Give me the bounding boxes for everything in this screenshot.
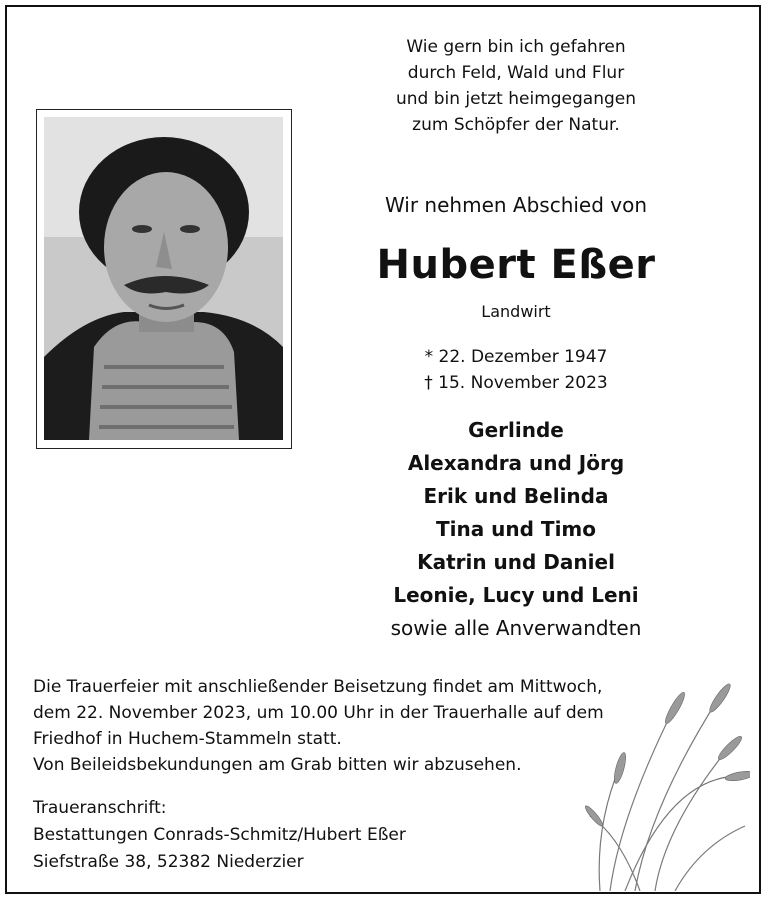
relatives-line: sowie alle Anverwandten [390,616,642,640]
mourner: Katrin und Daniel [417,550,615,574]
poem-line: zum Schöpfer der Natur. [412,115,620,135]
wheat-illustration [580,676,750,891]
ceremony-line: dem 22. November 2023, um 10.00 Uhr in der Trauerhalle auf dem [33,703,604,723]
portrait-illustration [44,117,283,440]
ceremony-line: Die Trauerfeier mit anschließender Beisetzung findet am Mittwoch, [33,677,603,697]
portrait-frame [36,109,292,449]
address-label: Traueranschrift: [33,798,167,818]
mourner: Alexandra und Jörg [407,451,625,475]
address-line: Bestattungen Conrads-Schmitz/Hubert Eßer [33,825,406,845]
ceremony-line: Friedhof in Huchem-Stammeln statt. [33,729,342,749]
life-dates [300,344,732,396]
birth-date: * 22. Dezember 1947 [424,347,608,367]
ceremony-info [33,674,604,778]
ceremony-line: Von Beileidsbekundungen am Grab bitten wir abzusehen. [33,755,522,775]
intro-text: Wir nehmen Abschied von [384,193,648,217]
mourner: Gerlinde [468,418,564,442]
poem-line: Wie gern bin ich gefahren [406,37,626,57]
address-line: Siefstraße 38, 52382 Niederzier [33,852,304,872]
poem [300,34,732,138]
portrait-photo [44,117,283,440]
death-date: † 15. November 2023 [424,373,608,393]
mourner: Tina und Timo [435,517,597,541]
poem-line: und bin jetzt heimgegangen [395,89,637,109]
poem-line: durch Feld, Wald und Flur [407,63,625,83]
mourner: Erik und Belinda [423,484,609,508]
mourner: Leonie, Lucy und Leni [393,583,639,607]
mourners-list [300,414,732,645]
deceased-name: Hubert Eßer [376,242,656,288]
profession: Landwirt [481,302,551,321]
mourning-address [33,795,406,876]
